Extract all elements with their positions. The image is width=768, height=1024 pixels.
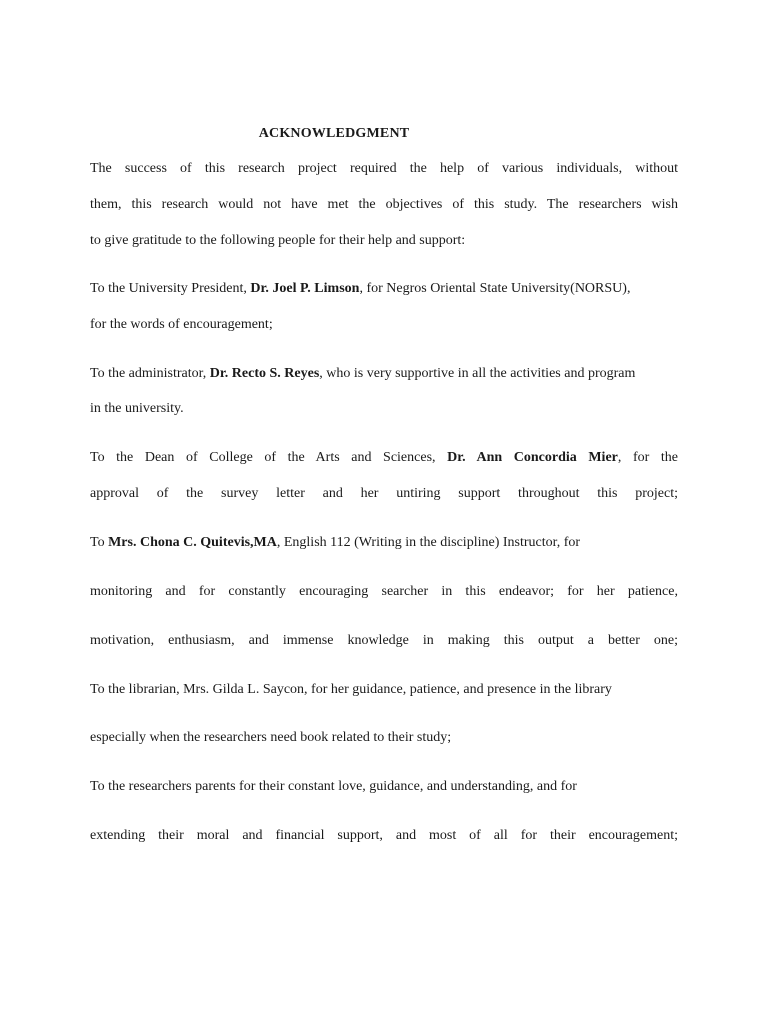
instructor-pre: To [90,535,105,550]
instructor-line-3: motivation, enthusiasm, and immense knowledge in making this output a better one; [90,633,678,648]
librarian-line-1: To the librarian, Mrs. Gilda L. Saycon, for her guidance, patience, and presence in the library [90,682,612,697]
president-name: Dr. Joel P. Limson [250,281,360,296]
instructor-line-1 [90,533,678,553]
president-pre: To the University President, [90,281,247,296]
president-post: , for Negros Oriental State University(NORSU), [359,281,631,296]
instructor-post: , English 112 (Writing in the discipline) Instructor, for [276,535,581,550]
administrator-name: Dr. Recto S. Reyes [209,366,320,381]
administrator-line-2: in the university. [90,401,184,416]
administrator-line-1 [90,364,678,384]
dean-post: , for the [617,450,678,465]
document-title: ACKNOWLEDGMENT [258,126,410,141]
dean-line-2: approval of the survey letter and her untiring support throughout this project; [90,486,678,501]
dean-name: Dr. Ann Concordia Mier [447,450,618,465]
president-line-2: for the words of encouragement; [90,317,273,332]
parents-line-2: extending their moral and financial support, and most of all for their encouragement; [90,828,678,843]
dean-pre: To the Dean of College of the Arts and Sciences, [90,450,436,465]
parents-line-1: To the researchers parents for their constant love, guidance, and understanding, and for [90,779,577,794]
intro-line-1: The success of this research project required the help of various individuals, without [90,161,678,176]
intro-line-3: to give gratitude to the following people for their help and support: [90,233,466,248]
dean-line-1 [90,448,678,468]
instructor-name: Mrs. Chona C. Quitevis,MA [108,535,277,550]
president-line-1 [90,279,678,299]
intro-line-2: them, this research would not have met the objectives of this study. The researchers wish [90,197,678,212]
librarian-line-2: especially when the researchers need book related to their study; [90,730,452,745]
administrator-post: , who is very supportive in all the activities and program [319,366,636,381]
administrator-pre: To the administrator, [90,366,207,381]
instructor-line-2: monitoring and for constantly encouraging searcher in this endeavor; for her patience, [90,584,678,599]
